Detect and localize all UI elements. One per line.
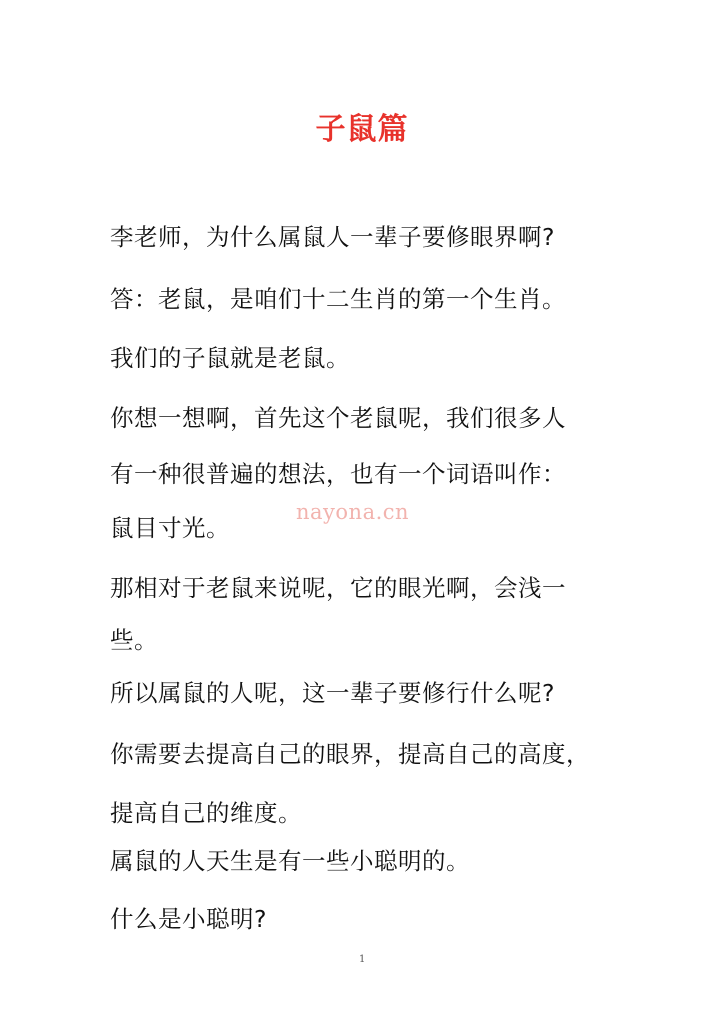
paragraph-line: 你需要去提高自己的眼界，提高自己的高度， [110, 740, 590, 768]
paragraph-line: 什么是小聪明? [110, 905, 267, 933]
paragraph-line: 提高自己的维度。 [110, 799, 302, 827]
paragraph-line: 些。 [110, 626, 158, 654]
paragraph-line: 李老师，为什么属鼠人一辈子要修眼界啊? [110, 223, 555, 251]
paragraph-line: 那相对于老鼠来说呢，它的眼光啊，会浅一 [110, 574, 566, 602]
paragraph-line: 我们的子鼠就是老鼠。 [110, 344, 350, 372]
paragraph-line: 属鼠的人天生是有一些小聪明的。 [110, 847, 470, 875]
watermark-text: nayona.cn [296, 500, 410, 524]
paragraph-line: 所以属鼠的人呢，这一辈子要修行什么呢? [110, 679, 555, 707]
page-number: 1 [359, 954, 366, 965]
paragraph-line: 鼠目寸光。 [110, 514, 230, 542]
paragraph-line: 有一种很普遍的想法，也有一个词语叫作： [110, 460, 566, 488]
paragraph-line: 你想一想啊，首先这个老鼠呢，我们很多人 [110, 404, 566, 432]
paragraph-line: 答：老鼠，是咱们十二生肖的第一个生肖。 [110, 285, 566, 313]
document-title: 子鼠篇 [315, 112, 409, 147]
